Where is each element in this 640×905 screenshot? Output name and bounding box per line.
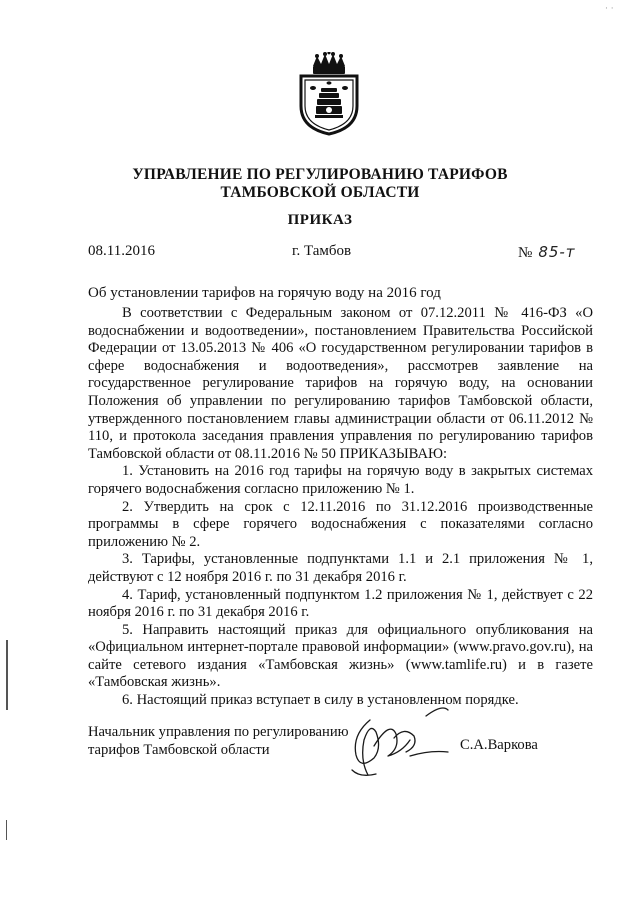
scan-noise: · ·: [605, 4, 614, 14]
number-label: №: [518, 245, 533, 261]
order-item-3: 3. Тарифы, установленные подпунктами 1.1 и 2.1 приложения № 1, действуют с 12 ноября 2016 г. по 31 декабря 2016 г.: [88, 551, 593, 585]
handwritten-signature-icon: [330, 700, 470, 785]
document-number: [518, 243, 576, 262]
order-item-2: 2. Утвердить на срок с 12.11.2016 по 31.12.2016 производственные программы в сфере горячего водоснабжения с показателями согласно приложению № 2.: [88, 498, 593, 550]
signatory-title-line1: Начальник управления по регулированию: [88, 724, 349, 740]
body-paragraph: В соответствии с Федеральным законом от 07.12.2011 № 416-ФЗ «О водоснабжении и водоотведении», постановлением Правительства Российской Федерации от 13.05.2013 № 406 «О государственном регулировании тарифов в сфере водоснабжения и водоотведения», рассмотрев заявление на государственное регулирование тарифов на горячую воду, на основании Положения об управлении по регулированию тарифов Тамбовской области, утвержденного постановлением главы администрации области от 06.11.2012 № 110, и протокола заседания правления управления по регулированию тарифов Тамбовской области от 08.11.2016 № 50 ПРИКАЗЫВАЮ:: [88, 305, 593, 462]
order-item-5: 5. Направить настоящий приказ для официального опубликования на «Официальном интернет-портале правовой информации» (www.pravo.gov.ru), на сайте сетевого издания «Тамбовская жизнь» (www.tamlife.ru) и в газете «Тамбовская жизнь».: [88, 621, 593, 691]
coat-of-arms-emblem-icon: [293, 52, 365, 136]
scan-edge-mark: [6, 820, 7, 840]
scan-edge-mark: [6, 640, 8, 710]
organization-name-line2: ТАМБОВСКОЙ ОБЛАСТИ: [220, 184, 420, 201]
signer-name: С.А.Варкова: [460, 737, 538, 753]
order-item-6: 6. Настоящий приказ вступает в силу в установленном порядке.: [122, 692, 519, 709]
signatory-title-line2: тарифов Тамбовской области: [88, 741, 270, 758]
handwritten-number: 85-т: [538, 243, 576, 261]
order-item-1: 1. Установить на 2016 год тарифы на горячую воду в закрытых системах горячего водоснабжения согласно приложению № 1.: [88, 463, 593, 497]
document-city: г. Тамбов: [292, 243, 352, 259]
document-date: 08.11.2016: [88, 243, 155, 259]
document-type: ПРИКАЗ: [287, 212, 353, 228]
organization-name-line1: УПРАВЛЕНИЕ ПО РЕГУЛИРОВАНИЮ ТАРИФОВ: [132, 166, 508, 183]
document-subject: Об установлении тарифов на горячую воду на 2016 год: [88, 285, 441, 301]
signatory-title: [88, 724, 349, 759]
order-item-4: 4. Тариф, установленный подпунктом 1.2 приложения № 1, действует с 22 ноября 2016 г. по 31 декабря 2016 г.: [88, 586, 593, 621]
document-body: [88, 305, 593, 710]
